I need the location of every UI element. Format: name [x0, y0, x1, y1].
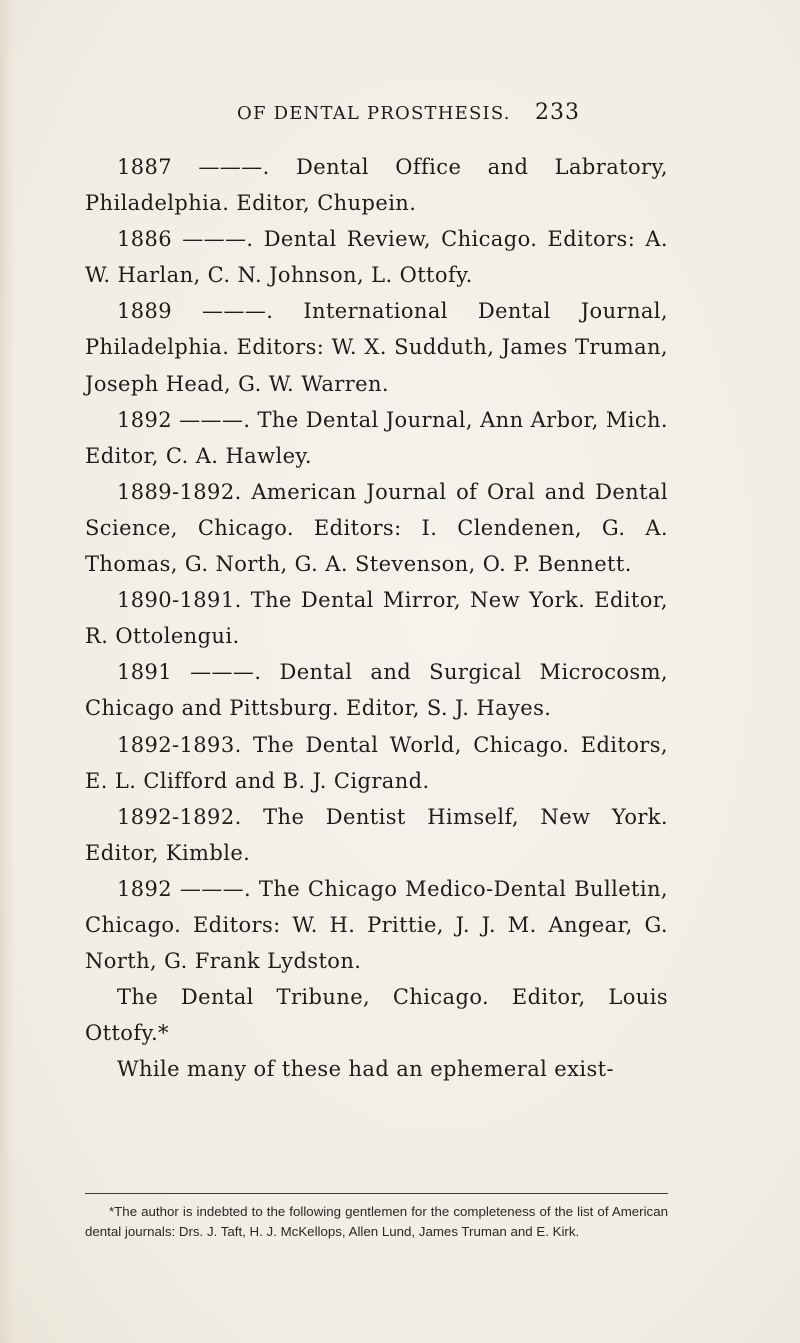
journal-entry: The Dental Tribune, Chicago. Editor, Louis Ottofy.* [85, 985, 668, 1046]
journal-entry: 1886 ———. Dental Review, Chicago. Editors: A. W. Harlan, C. N. Johnson, L. Ottofy. [85, 227, 668, 288]
closing-paragraph: While many of these had an ephemeral exist- [117, 1057, 615, 1082]
journal-entry: 1889 ———. International Dental Journal, Philadelphia. Editors: W. X. Sudduth, James Truman, Joseph Head, G. W. Warren. [85, 299, 668, 396]
journal-entry: 1892-1893. The Dental World, Chicago. Editors, E. L. Clifford and B. J. Cigrand. [85, 732, 668, 793]
journal-entry: 1892-1892. The Dentist Himself, New York. Editor, Kimble. [85, 804, 668, 865]
footnote-divider [85, 1193, 668, 1194]
journal-entry: 1887 ———. Dental Office and Labratory, Philadelphia. Editor, Chupein. [85, 155, 668, 216]
page-number: 233 [535, 100, 580, 125]
journal-entry: 1889-1892. American Journal of Oral and Dental Science, Chicago. Editors: I. Clendenen, G. A. Thomas, G. North, G. A. Stevenson, O. P. Bennett. [85, 479, 668, 577]
page-edge-shadow [0, 0, 14, 1343]
journal-list [85, 149, 668, 1087]
journal-entry: 1892 ———. The Chicago Medico-Dental Bulletin, Chicago. Editors: W. H. Prittie, J. J. M. Angear, G. North, G. Frank Lydston. [85, 876, 668, 974]
journal-entry: 1892 ———. The Dental Journal, Ann Arbor, Mich. Editor, C. A. Hawley. [85, 407, 668, 468]
journal-entry: 1891 ———. Dental and Surgical Microcosm, Chicago and Pittsburg. Editor, S. J. Hayes. [85, 660, 668, 721]
running-head: OF DENTAL PROSTHESIS. [237, 103, 511, 124]
footnote: *The author is indebted to the following gentlemen for the completeness of the list of American dental journals: Drs. J. Taft, H. J. McKellops, Allen Lund, James Truman and E. Kirk. [85, 1204, 668, 1239]
journal-entry: 1890-1891. The Dental Mirror, New York. Editor, R. Ottolengui. [85, 588, 668, 649]
